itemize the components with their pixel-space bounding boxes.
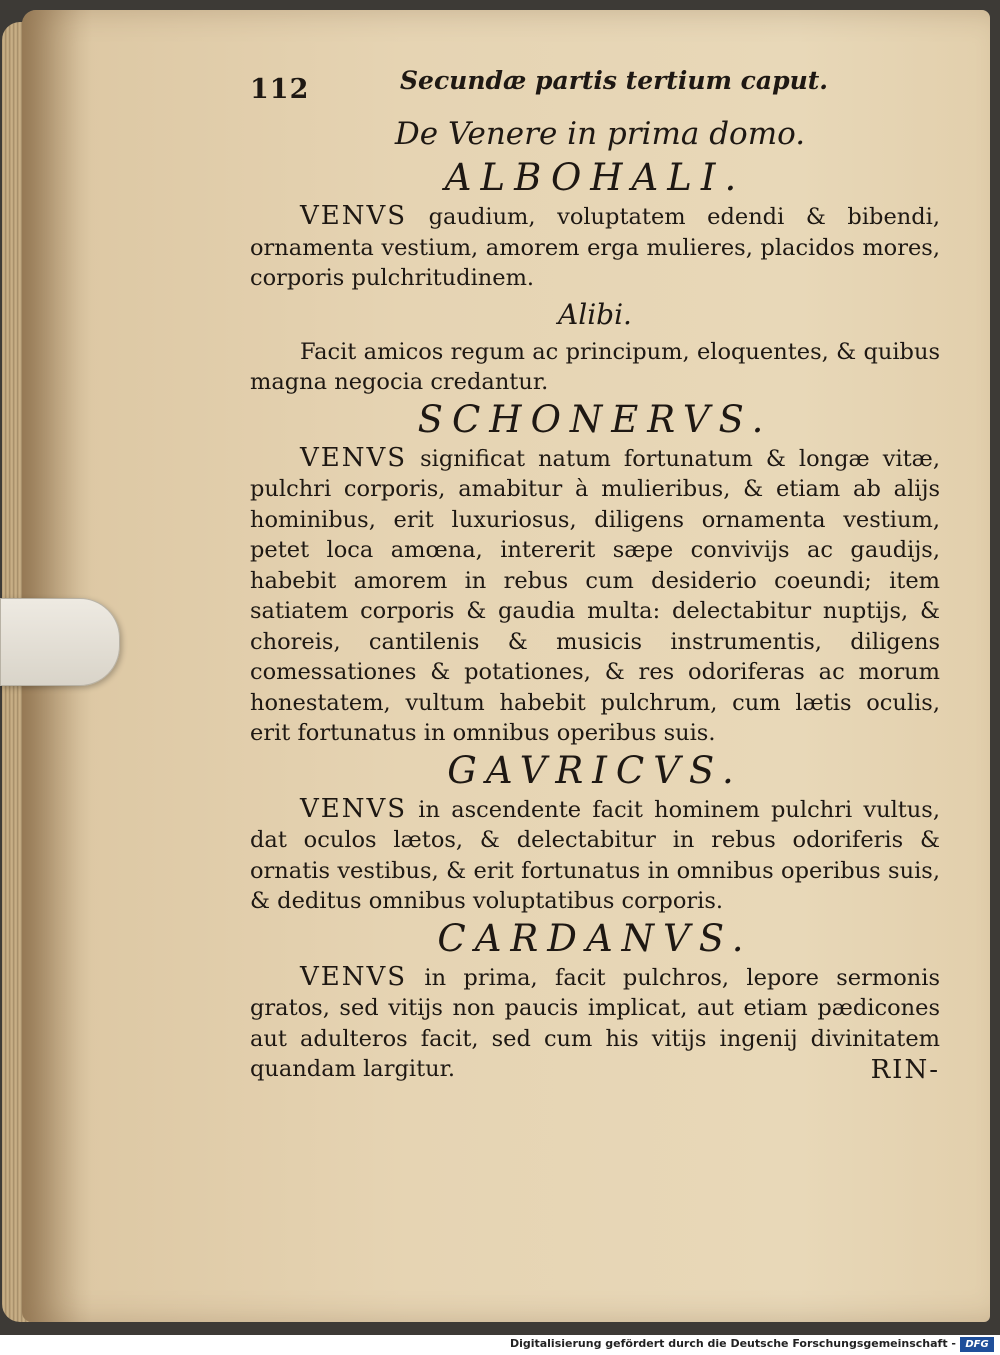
lead-word: VENVS (300, 961, 408, 992)
page-text (250, 62, 940, 1085)
paragraph (250, 337, 940, 398)
lead-word: VENVS (300, 793, 408, 824)
dfg-logo: DFG (960, 1337, 994, 1352)
author-heading: CARDANVS. (437, 916, 753, 960)
bookmark-clip (0, 598, 120, 686)
paragraph (250, 201, 940, 294)
lead-word: VENVS (300, 201, 408, 231)
author-heading: GAVRICVS. (447, 748, 743, 792)
paragraph-text: gaudium, voluptatem edendi & bibendi, ornamenta vestium, amorem erga mulieres, placidos mores, corporis pulchritudinem. (250, 204, 940, 291)
paragraph (250, 443, 940, 749)
running-head (250, 62, 940, 110)
paragraph-text: Facit amicos regum ac principum, eloquentes, & quibus magna negocia credantur. (250, 338, 940, 395)
author-heading: SCHONERVS. (417, 397, 773, 441)
footer-bar (0, 1335, 1000, 1355)
section-title: De Venere in prima domo. (394, 116, 806, 152)
lead-word: VENVS (300, 442, 408, 473)
author-heading: ALBOHALI. (444, 156, 746, 199)
paragraph (250, 794, 940, 917)
subheading: Alibi. (558, 297, 632, 331)
running-title: Secundæ partis tertium caput. (400, 66, 829, 95)
funding-notice: Digitalisierung gefördert durch die Deutsche Forschungsgemeinschaft - (509, 1337, 956, 1350)
paragraph-text: in prima, facit pulchros, lepore sermonis gratos, sed vitijs non paucis implicat, aut etiam pædicones aut adulteros facit, sed cum his vitijs ingenij divinitatem quandam largitur. (250, 964, 940, 1082)
page-number: 112 (250, 74, 310, 105)
catchword: RIN- (870, 1054, 940, 1085)
paragraph-text: significat natum fortunatum & longæ vitæ, pulchri corporis, amabitur à mulieribus, & etiam ab alijs hominibus, erit luxuriosus, diligens ornamenta vestium, petet loca amœna, intererit sæpe convivijs ac gaudijs, habebit amorem in rebus cum desiderio coeundi; item satiatem corporis & gaudia multa: delectabitur nuptijs, & choreis, cantilenis & musicis instrumentis, diligens comessationes & potationes, & res odoriferas ac morum honestatem, vultum habebit pulchrum, cum lætis oculis, erit fortunatus in omnibus operibus suis. (250, 445, 940, 746)
paragraph-text: in ascendente facit hominem pulchri vultus, dat oculos lætos, & delectabitur in rebus odoriferis & ornatis vestibus, & erit fortunatus in omnibus operibus suis, & deditus omnibus voluptatibus corporis. (250, 796, 940, 914)
